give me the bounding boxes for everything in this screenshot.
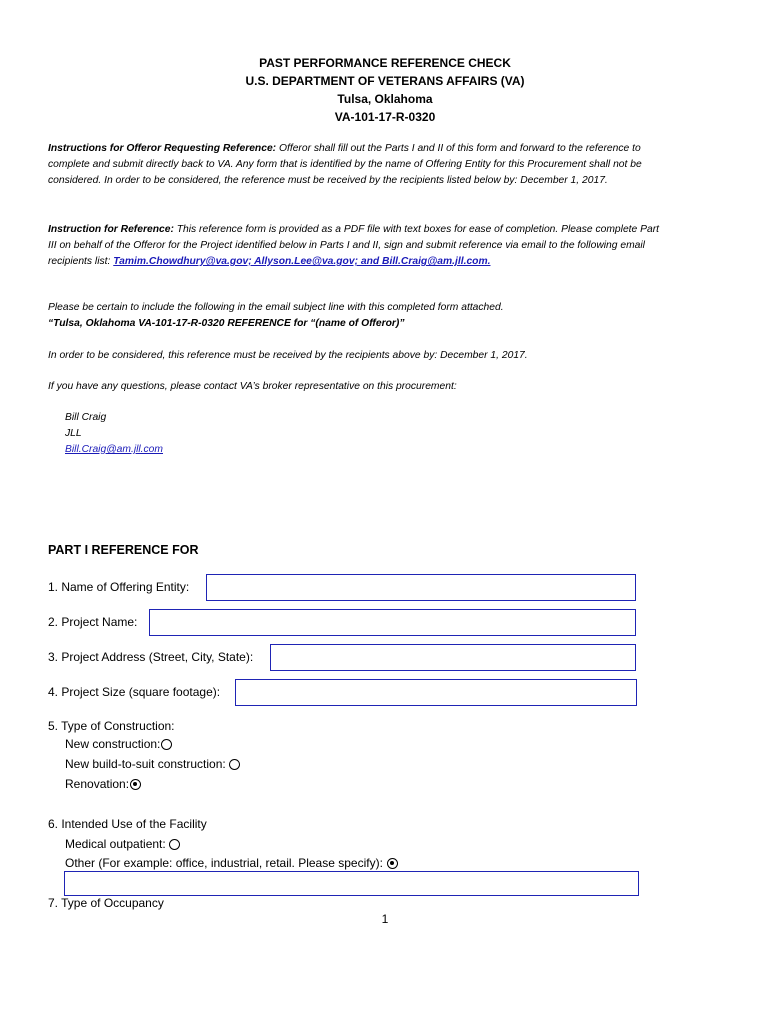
questions-text: If you have any questions, please contact VA’s broker representative on this procurement: xyxy=(48,381,457,392)
header-title: PAST PERFORMANCE REFERENCE CHECK xyxy=(259,56,511,70)
form-header xyxy=(0,54,770,126)
offeror-instructions-label: Instructions for Offeror Requesting Reference: xyxy=(48,143,277,154)
q6-label: 6. Intended Use of the Facility xyxy=(48,817,207,831)
other-use-label: Other (For example: office, industrial, retail. Please specify): xyxy=(65,856,383,870)
header-solicitation: VA-101-17-R-0320 xyxy=(334,110,436,124)
q2-label: 2. Project Name: xyxy=(48,615,138,629)
contact-company: JLL xyxy=(65,428,82,439)
construction-option-new xyxy=(65,735,172,753)
offering-entity-field[interactable] xyxy=(206,574,636,601)
deadline-text: In order to be considered, this reference must be received by the recipients above by: December 1, 2017. xyxy=(48,350,528,361)
use-option-other xyxy=(65,854,398,872)
other-use-radio[interactable] xyxy=(387,858,398,869)
recipient-emails-link[interactable]: Tamim.Chowdhury@va.gov; Allyson.Lee@va.gov; and Bill.Craig@am.jll.com. xyxy=(113,256,491,267)
project-name-field[interactable] xyxy=(149,609,636,636)
q1-label: 1. Name of Offering Entity: xyxy=(48,580,190,594)
medical-outpatient-radio[interactable] xyxy=(169,839,180,850)
other-use-specify-field[interactable] xyxy=(64,871,639,896)
build-to-suit-label: New build-to-suit construction: xyxy=(65,757,226,771)
page-number: 1 xyxy=(381,912,389,926)
construction-option-bts xyxy=(65,755,240,773)
reference-instructions-label: Instruction for Reference: xyxy=(48,224,174,235)
q5-label: 5. Type of Construction: xyxy=(48,719,175,733)
project-size-field[interactable] xyxy=(235,679,637,706)
reference-instructions xyxy=(48,222,663,270)
header-location: Tulsa, Oklahoma xyxy=(337,92,433,106)
q3-label: 3. Project Address (Street, City, State): xyxy=(48,650,254,664)
reference-instructions-text: This reference form is provided as a PDF file with text boxes for ease of completion. Please complete Part III on behalf of the Offeror for the Project identified below in Parts I and II, sign and submit reference via email to the following email recipients list: xyxy=(48,224,660,267)
construction-option-renovation xyxy=(65,775,141,793)
contact-email-link[interactable]: Bill.Craig@am.jll.com xyxy=(65,444,163,455)
q4-label: 4. Project Size (square footage): xyxy=(48,685,221,699)
q7-label: 7. Type of Occupancy xyxy=(48,896,164,910)
part1-title: PART I REFERENCE FOR xyxy=(48,543,199,557)
new-construction-label: New construction: xyxy=(65,737,161,751)
renovation-radio[interactable] xyxy=(130,779,141,790)
build-to-suit-radio[interactable] xyxy=(229,759,240,770)
subject-line-instruction xyxy=(48,300,518,332)
project-address-field[interactable] xyxy=(270,644,636,671)
contact-name: Bill Craig xyxy=(65,412,107,423)
subject-line-text: Please be certain to include the following in the email subject line with this completed form attached. xyxy=(48,302,504,313)
header-agency: U.S. DEPARTMENT OF VETERANS AFFAIRS (VA) xyxy=(245,74,525,88)
contact-block xyxy=(65,410,163,458)
offeror-instructions-text: Offeror shall fill out the Parts I and II of this form and forward to the reference to complete and submit directly back to VA. Any form that is identified by the name of Offering Entity for this Procurement shall not be considered. In order to be considered, the reference must be received by the recipients listed below by: December 1, 2017. xyxy=(48,143,642,186)
use-option-medical xyxy=(65,835,180,853)
renovation-label: Renovation: xyxy=(65,777,130,791)
new-construction-radio[interactable] xyxy=(161,739,172,750)
subject-line-quote: “Tulsa, Oklahoma VA-101-17-R-0320 REFERENCE for “(name of Offeror)” xyxy=(48,318,405,329)
offeror-instructions xyxy=(48,141,663,189)
medical-outpatient-label: Medical outpatient: xyxy=(65,837,166,851)
